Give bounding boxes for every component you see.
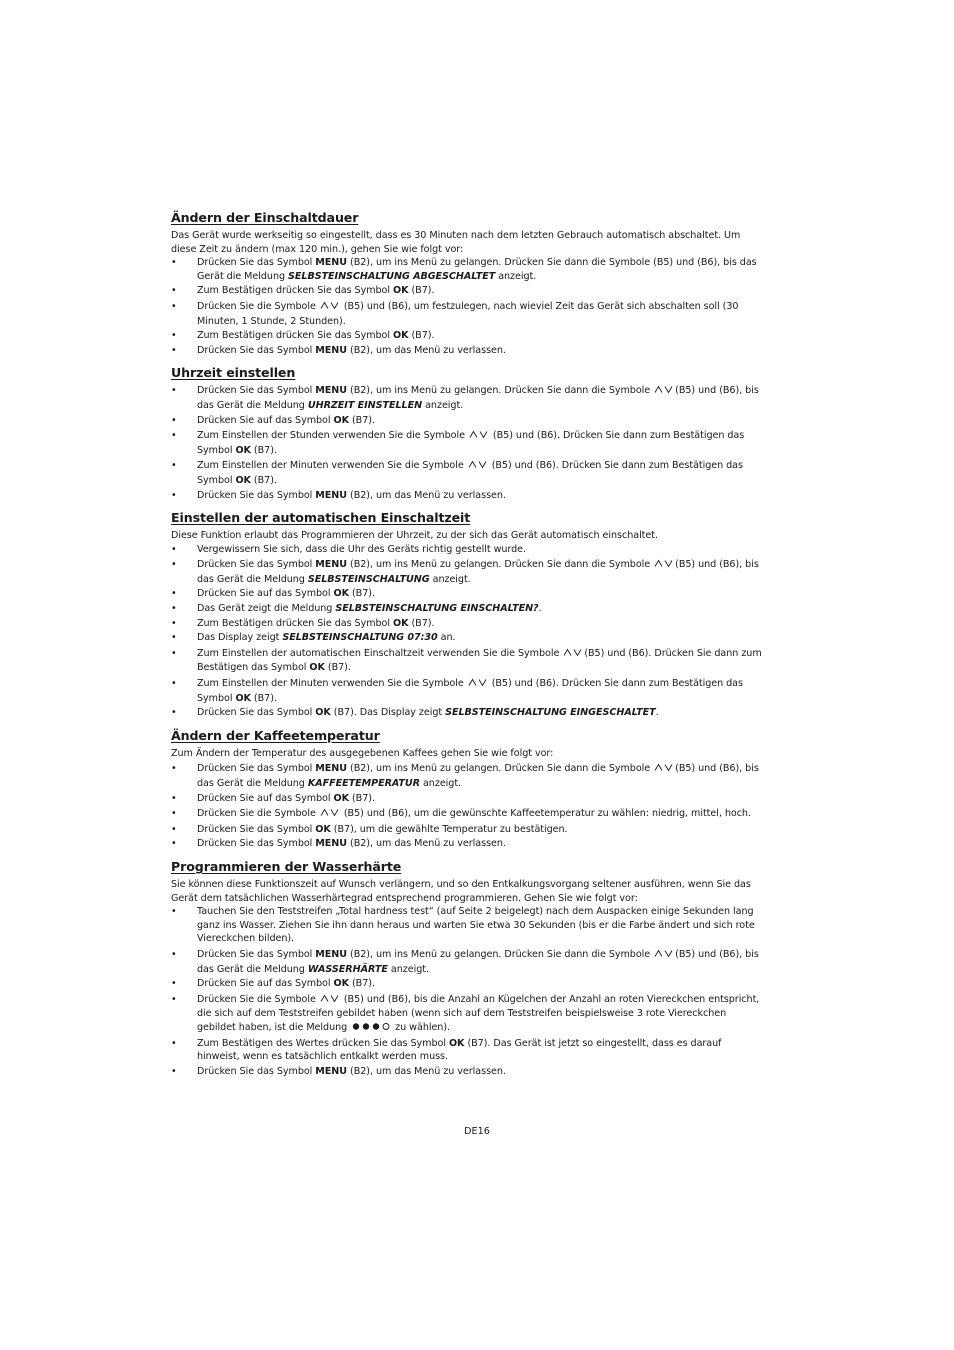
list-item bbox=[171, 792, 767, 806]
emphasis-text: OK bbox=[333, 792, 349, 804]
item-text: (B7). bbox=[408, 617, 435, 629]
item-text: Drücken Sie das Symbol bbox=[197, 489, 316, 501]
item-text: Zum Bestätigen drücken Sie das Symbol bbox=[197, 285, 393, 297]
item-text: Das Display zeigt bbox=[197, 632, 283, 644]
item-text: (B7). bbox=[408, 285, 435, 297]
item-text: (B2), um ins Menü zu gelangen. Drücken Sie dann die Symbole bbox=[347, 559, 654, 571]
item-text: Zum Einstellen der Stunden verwenden Sie die Symbole bbox=[197, 430, 468, 442]
item-text: Zum Bestätigen drücken Sie das Symbol bbox=[197, 330, 393, 342]
emphasis-text: WASSERHÄRTE bbox=[307, 963, 388, 975]
list-item bbox=[171, 706, 767, 720]
item-text: Drücken Sie auf das Symbol bbox=[197, 414, 334, 426]
list-item bbox=[171, 602, 767, 616]
emphasis-text: SELBSTEINSCHALTUNG 07:30 bbox=[282, 632, 438, 644]
item-text: (B2), um ins Menü zu gelangen. Drücken Sie dann die Symbole bbox=[347, 385, 654, 397]
item-text: (B2), um das Menü zu verlassen. bbox=[347, 489, 506, 501]
list-item bbox=[171, 677, 767, 705]
emphasis-text: OK bbox=[309, 662, 325, 674]
item-text: (B7). bbox=[348, 792, 375, 804]
section-title: Uhrzeit einstellen bbox=[171, 365, 296, 381]
arrows-up-down-icon bbox=[653, 385, 675, 399]
list-item bbox=[171, 558, 767, 586]
item-text: Tauchen Sie den Teststreifen „Total hardness test“ (auf Seite 2 beigelegt) nach dem Auspacken einige Sekunden lang ganz ins Wasser. Ziehen Sie ihn dann heraus und warten Sie etwa 30 Sekunden (bis er die Farbe ändert und sich rote Viereckchen bilden). bbox=[197, 906, 755, 945]
list-item bbox=[171, 1037, 767, 1064]
item-text: anzeigt. bbox=[422, 399, 464, 411]
emphasis-text: OK bbox=[315, 823, 331, 835]
item-text: an. bbox=[437, 632, 456, 644]
item-text: (B2), um ins Menü zu gelangen. Drücken Sie dann die Symbole (B5) und (B6), bis das Gerät die Meldung bbox=[197, 257, 757, 282]
list-item bbox=[171, 823, 767, 837]
item-text: Drücken Sie das Symbol bbox=[197, 257, 316, 269]
list-item bbox=[171, 543, 767, 557]
emphasis-text: SELBSTEINSCHALTUNG EINGESCHALTET bbox=[445, 707, 656, 719]
list-item bbox=[171, 459, 767, 487]
item-text: (B5) und (B6), um die gewünschte Kaffeetemperatur zu wählen: niedrig, mittel, hoch. bbox=[340, 808, 751, 820]
list-item bbox=[171, 1065, 767, 1079]
list-item bbox=[171, 807, 767, 822]
arrows-up-down-icon bbox=[653, 559, 675, 573]
list-item bbox=[171, 837, 767, 851]
manual-page bbox=[171, 210, 767, 1079]
emphasis-text: MENU bbox=[315, 1065, 348, 1077]
item-text: (B7). bbox=[324, 662, 351, 674]
item-text: (B5) und (B6), bis das Gerät die Meldung bbox=[197, 385, 759, 411]
emphasis-text: OK bbox=[448, 1037, 465, 1049]
item-text: Drücken Sie das Symbol bbox=[197, 838, 316, 850]
item-text: (B5) und (B6). Drücken Sie dann zum Bestätigen das Symbol bbox=[197, 430, 745, 456]
arrows-up-down-icon bbox=[467, 678, 489, 692]
emphasis-text: SELBSTEINSCHALTUNG bbox=[307, 573, 430, 585]
item-text: (B5) und (B6). Drücken Sie dann zum Bestätigen das Symbol bbox=[197, 678, 743, 704]
item-text: anzeigt. bbox=[495, 270, 537, 282]
arrows-up-down-icon bbox=[467, 460, 489, 474]
item-text: (B2), um ins Menü zu gelangen. Drücken Sie dann die Symbole bbox=[347, 948, 654, 960]
item-text: (B2), um das Menü zu verlassen. bbox=[347, 838, 506, 850]
item-text: (B7). bbox=[250, 474, 277, 486]
emphasis-text: UHRZEIT EINSTELLEN bbox=[307, 399, 423, 411]
emphasis-text: MENU bbox=[315, 489, 348, 501]
emphasis-text: MENU bbox=[315, 948, 348, 960]
item-text: (B7). bbox=[348, 978, 375, 990]
item-text: (B5) und (B6). Drücken Sie dann zum Bestätigen das Symbol bbox=[197, 647, 762, 674]
item-text: Zum Bestätigen des Wertes drücken Sie das Symbol bbox=[197, 1037, 449, 1049]
arrows-up-down-icon bbox=[653, 949, 675, 963]
emphasis-text: OK bbox=[333, 978, 349, 990]
list-item bbox=[171, 993, 767, 1036]
item-text: . bbox=[655, 707, 659, 719]
emphasis-text: MENU bbox=[315, 559, 348, 571]
emphasis-text: MENU bbox=[315, 838, 348, 850]
section bbox=[171, 510, 767, 720]
item-text: (B7). bbox=[348, 588, 375, 600]
item-text: Zum Einstellen der Minuten verwenden Sie die Symbole bbox=[197, 460, 467, 472]
emphasis-text: MENU bbox=[315, 257, 348, 269]
list-item bbox=[171, 631, 767, 645]
emphasis-text: OK bbox=[315, 707, 331, 719]
emphasis-text: OK bbox=[235, 444, 251, 456]
instruction-list bbox=[171, 762, 767, 851]
list-item bbox=[171, 384, 767, 412]
list-item bbox=[171, 948, 767, 976]
item-text: anzeigt. bbox=[387, 963, 429, 975]
item-text: (B7). bbox=[250, 692, 277, 704]
item-text: (B5) und (B6), bis die Anzahl an Kügelchen der Anzahl an roten Viereckchen entspricht, die sich auf dem Teststreifen gebildet haben (wenn sich auf dem Teststreifen beispielsweise 3 rote Viereckchen gebildet haben, ist die Meldung bbox=[197, 993, 760, 1033]
arrows-up-down-icon bbox=[319, 808, 341, 822]
arrows-up-down-icon bbox=[319, 994, 341, 1008]
section bbox=[171, 365, 767, 502]
item-text: (B5) und (B6), um festzulegen, nach wieviel Zeit das Gerät sich abschalten soll (30 Minuten, 1 Stunde, 2 Stunden). bbox=[197, 300, 739, 327]
item-text: (B2), um das Menü zu verlassen. bbox=[347, 1065, 506, 1077]
instruction-list bbox=[171, 905, 767, 1078]
list-item bbox=[171, 617, 767, 631]
item-text: Zum Bestätigen drücken Sie das Symbol bbox=[197, 617, 393, 629]
item-text: Drücken Sie das Symbol bbox=[197, 823, 316, 835]
section-title: Ändern der Kaffeetemperatur bbox=[171, 727, 380, 743]
emphasis-text: SELBSTEINSCHALTUNG EINSCHALTEN? bbox=[335, 603, 539, 615]
emphasis-text: OK bbox=[392, 617, 409, 629]
instruction-list bbox=[171, 543, 767, 720]
item-text: Drücken Sie die Symbole bbox=[197, 808, 319, 820]
list-item bbox=[171, 905, 767, 946]
instruction-list bbox=[171, 384, 767, 502]
item-text: (B2), um das Menü zu verlassen. bbox=[347, 344, 506, 356]
item-text: Drücken Sie auf das Symbol bbox=[197, 792, 334, 804]
item-text: (B2), um ins Menü zu gelangen. Drücken Sie dann die Symbole bbox=[347, 763, 654, 775]
section bbox=[171, 859, 767, 1078]
item-text: Drücken Sie auf das Symbol bbox=[197, 588, 334, 600]
list-item bbox=[171, 762, 767, 790]
item-text: zu wählen). bbox=[392, 1021, 451, 1033]
item-text: Zum Einstellen der automatischen Einschaltzeit verwenden Sie die Symbole bbox=[197, 647, 563, 659]
section-intro: Sie können diese Funktionszeit auf Wunsch verlängern, und so den Entkalkungsvorgang seltener ausführen, wenn Sie das Gerät dem tatsächlichen Wasserhärtegrad entsprechend programmieren. Gehen Sie wie folgt vor: bbox=[171, 878, 751, 904]
item-text: Drücken Sie das Symbol bbox=[197, 948, 316, 960]
item-text: (B5) und (B6), bis das Gerät die Meldung bbox=[197, 559, 759, 585]
section-intro: Diese Funktion erlaubt das Programmieren der Uhrzeit, zu der sich das Gerät automatisch einschaltet. bbox=[171, 530, 658, 542]
item-text: (B5) und (B6), bis das Gerät die Meldung bbox=[197, 763, 759, 789]
item-text: Drücken Sie das Symbol bbox=[197, 1065, 316, 1077]
item-text: Drücken Sie das Symbol bbox=[197, 344, 316, 356]
page-number: DE16 bbox=[464, 1126, 490, 1137]
emphasis-text: SELBSTEINSCHALTUNG ABGESCHALTET bbox=[288, 270, 496, 282]
item-text: Drücken Sie auf das Symbol bbox=[197, 978, 334, 990]
item-text: Drücken Sie die Symbole bbox=[197, 993, 319, 1005]
arrows-up-down-icon bbox=[562, 648, 584, 662]
emphasis-text: OK bbox=[392, 285, 409, 297]
section-title: Ändern der Einschaltdauer bbox=[171, 210, 359, 225]
emphasis-text: OK bbox=[333, 588, 349, 600]
list-item bbox=[171, 647, 767, 675]
item-text: Drücken Sie die Symbole bbox=[197, 300, 319, 312]
emphasis-text: MENU bbox=[315, 763, 348, 775]
item-text: (B7). Das Gerät ist jetzt so eingestellt, dass es darauf hinweist, wenn es tatsächlich entkalkt werden muss. bbox=[197, 1037, 722, 1063]
item-text: . bbox=[538, 603, 542, 615]
section-intro: Das Gerät wurde werkseitig so eingestellt, dass es 30 Minuten nach dem letzten Gebrauch automatisch abschaltet. Um diese Zeit zu ändern (max 120 min.), gehen Sie wie folgt vor: bbox=[171, 230, 741, 255]
hardness-dots-icon bbox=[352, 1022, 390, 1036]
list-item bbox=[171, 344, 767, 358]
list-item bbox=[171, 300, 767, 328]
arrows-up-down-icon bbox=[468, 430, 490, 444]
emphasis-text: KAFFEETEMPERATUR bbox=[307, 778, 420, 789]
item-text: Drücken Sie das Symbol bbox=[197, 559, 316, 571]
item-text: anzeigt. bbox=[419, 778, 462, 789]
item-text: anzeigt. bbox=[429, 573, 471, 585]
emphasis-text: OK bbox=[235, 692, 251, 704]
arrows-up-down-icon bbox=[653, 763, 675, 777]
list-item bbox=[171, 429, 767, 457]
emphasis-text: OK bbox=[333, 414, 349, 426]
list-item bbox=[171, 284, 767, 298]
item-text: Drücken Sie das Symbol bbox=[197, 763, 316, 775]
list-item bbox=[171, 587, 767, 601]
emphasis-text: OK bbox=[392, 330, 409, 342]
emphasis-text: MENU bbox=[315, 385, 348, 397]
emphasis-text: OK bbox=[235, 474, 251, 486]
item-text: Zum Einstellen der Minuten verwenden Sie die Symbole bbox=[197, 678, 467, 690]
list-item bbox=[171, 977, 767, 991]
section bbox=[171, 728, 767, 851]
item-text: (B7). bbox=[348, 414, 375, 426]
list-item bbox=[171, 329, 767, 343]
list-item bbox=[171, 414, 767, 428]
item-text: Drücken Sie das Symbol bbox=[197, 385, 316, 397]
list-item bbox=[171, 489, 767, 503]
section-title: Programmieren der Wasserhärte bbox=[171, 858, 402, 874]
item-text: Vergewissern Sie sich, dass die Uhr des Geräts richtig gestellt wurde. bbox=[197, 543, 527, 555]
item-text: Das Gerät zeigt die Meldung bbox=[197, 603, 336, 615]
item-text: (B5) und (B6). Drücken Sie dann zum Bestätigen das Symbol bbox=[197, 460, 743, 486]
item-text: (B7), um die gewählte Temperatur zu bestätigen. bbox=[330, 823, 568, 835]
item-text: Drücken Sie das Symbol bbox=[197, 707, 316, 719]
emphasis-text: MENU bbox=[315, 344, 348, 356]
item-text: (B7). bbox=[408, 330, 435, 342]
section-intro: Zum Ändern der Temperatur des ausgegebenen Kaffees gehen Sie wie folgt vor: bbox=[171, 747, 554, 759]
item-text: (B7). Das Display zeigt bbox=[330, 707, 446, 719]
section bbox=[171, 210, 767, 357]
instruction-list bbox=[171, 256, 767, 357]
item-text: (B7). bbox=[250, 444, 277, 456]
arrows-up-down-icon bbox=[319, 301, 341, 315]
section-title: Einstellen der automatischen Einschaltzeit bbox=[171, 510, 471, 526]
list-item bbox=[171, 256, 767, 283]
item-text: (B5) und (B6), bis das Gerät die Meldung bbox=[197, 948, 759, 975]
